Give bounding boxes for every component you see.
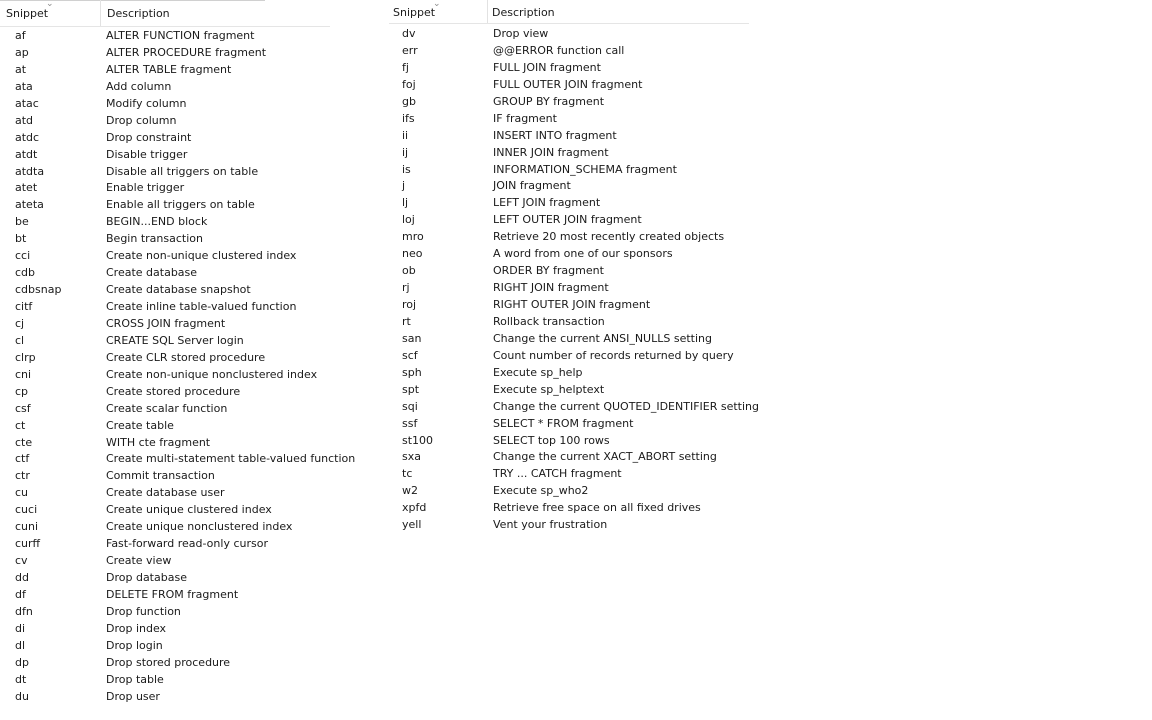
column-header-description[interactable]: Description bbox=[100, 0, 330, 26]
snippet-description: Create unique nonclustered index bbox=[106, 520, 293, 534]
snippet-description: Retrieve free space on all fixed drives bbox=[493, 501, 701, 515]
snippet-description: Execute sp_help bbox=[493, 365, 583, 379]
snippet-description: Create stored procedure bbox=[106, 384, 241, 398]
list-item[interactable] bbox=[0, 434, 330, 451]
snippet-shortcut: af bbox=[15, 29, 26, 42]
snippet-shortcut: citf bbox=[15, 300, 33, 313]
snippet-shortcut: clrp bbox=[15, 350, 36, 364]
list-body bbox=[0, 27, 356, 705]
list-item[interactable] bbox=[0, 688, 330, 705]
snippet-description: RIGHT JOIN fragment bbox=[493, 281, 609, 295]
list-item[interactable] bbox=[0, 332, 330, 349]
list-body bbox=[389, 25, 759, 533]
snippet-description: CROSS JOIN fragment bbox=[106, 316, 226, 330]
list-item[interactable] bbox=[389, 499, 749, 516]
list-item[interactable] bbox=[389, 144, 749, 161]
list-item[interactable] bbox=[0, 264, 330, 281]
snippet-description: ORDER BY fragment bbox=[493, 264, 604, 278]
list-item[interactable] bbox=[389, 313, 749, 330]
snippet-shortcut: cuni bbox=[15, 520, 39, 534]
snippet-description: Drop function bbox=[106, 604, 181, 618]
list-item[interactable] bbox=[0, 95, 330, 112]
list-item[interactable] bbox=[389, 211, 749, 228]
snippet-shortcut: dfn bbox=[15, 604, 33, 618]
snippet-description: Drop stored procedure bbox=[106, 655, 231, 669]
list-item[interactable] bbox=[0, 146, 330, 163]
snippet-shortcut: ctf bbox=[15, 452, 30, 466]
snippet-description: Count number of records returned by query bbox=[493, 348, 734, 362]
list-item[interactable] bbox=[0, 552, 330, 569]
snippet-description: Drop login bbox=[106, 638, 163, 652]
snippet-description: RIGHT OUTER JOIN fragment bbox=[493, 298, 651, 311]
sort-descending-icon[interactable]: ⌄ bbox=[433, 0, 441, 9]
snippet-shortcut: san bbox=[402, 331, 422, 345]
list-item[interactable] bbox=[0, 78, 330, 95]
snippet-list-right bbox=[389, 0, 759, 532]
snippet-description: Create database user bbox=[106, 486, 225, 500]
list-item[interactable] bbox=[0, 603, 330, 620]
snippet-description: Create table bbox=[106, 418, 174, 432]
snippet-shortcut: gb bbox=[402, 94, 416, 108]
sort-descending-icon[interactable]: ⌄ bbox=[46, 0, 54, 9]
list-item[interactable] bbox=[0, 44, 330, 61]
snippet-description: Execute sp_helptext bbox=[493, 382, 605, 396]
snippet-description: INFORMATION_SCHEMA fragment bbox=[493, 162, 677, 176]
list-item[interactable] bbox=[0, 281, 330, 298]
snippet-description: Add column bbox=[106, 79, 172, 93]
snippet-shortcut: dv bbox=[402, 27, 416, 40]
snippet-description: GROUP BY fragment bbox=[493, 94, 605, 108]
list-item[interactable] bbox=[389, 330, 749, 347]
list-item[interactable] bbox=[389, 245, 749, 262]
snippet-description: Execute sp_who2 bbox=[493, 484, 589, 498]
snippet-description: Disable all triggers on table bbox=[106, 164, 259, 178]
snippet-shortcut: csf bbox=[15, 401, 31, 415]
list-item[interactable] bbox=[0, 27, 330, 44]
list-item[interactable] bbox=[389, 127, 749, 144]
list-item[interactable] bbox=[389, 516, 749, 533]
snippet-shortcut: cdb bbox=[15, 266, 36, 280]
snippet-description: DELETE FROM fragment bbox=[106, 587, 239, 601]
snippet-shortcut: cv bbox=[15, 554, 28, 568]
list-item[interactable] bbox=[389, 25, 749, 42]
snippet-shortcut: ifs bbox=[402, 111, 415, 125]
snippet-shortcut: atd bbox=[15, 113, 34, 127]
list-item[interactable] bbox=[0, 383, 330, 400]
list-item[interactable] bbox=[0, 196, 330, 213]
snippet-description: ALTER PROCEDURE fragment bbox=[106, 45, 267, 59]
snippet-description: TRY ... CATCH fragment bbox=[493, 467, 622, 481]
snippet-shortcut: ii bbox=[402, 128, 409, 142]
snippet-description: Drop index bbox=[106, 621, 167, 635]
list-item[interactable] bbox=[0, 620, 330, 637]
list-item[interactable] bbox=[0, 230, 330, 247]
snippet-shortcut: curff bbox=[15, 537, 41, 551]
snippet-description: Change the current ANSI_NULLS setting bbox=[493, 331, 712, 345]
list-item[interactable] bbox=[0, 450, 356, 467]
snippet-shortcut: atdt bbox=[15, 147, 38, 161]
list-item[interactable] bbox=[0, 349, 330, 366]
snippet-shortcut: xpfd bbox=[402, 501, 427, 515]
list-item[interactable] bbox=[0, 298, 330, 315]
list-item[interactable] bbox=[389, 381, 749, 398]
snippet-shortcut: rt bbox=[402, 314, 411, 328]
list-item[interactable] bbox=[0, 569, 330, 586]
snippet-shortcut: spt bbox=[402, 382, 420, 396]
list-item[interactable] bbox=[0, 671, 330, 688]
snippet-description: Drop table bbox=[106, 672, 164, 686]
list-item[interactable] bbox=[0, 535, 330, 552]
snippet-shortcut: atdta bbox=[15, 164, 45, 178]
list-item[interactable] bbox=[0, 637, 330, 654]
list-item[interactable] bbox=[389, 465, 749, 482]
snippet-shortcut: ata bbox=[15, 79, 33, 93]
snippet-description: BEGIN...END block bbox=[106, 215, 208, 229]
snippet-shortcut: neo bbox=[402, 247, 423, 261]
snippet-shortcut: w2 bbox=[402, 484, 418, 498]
list-item[interactable] bbox=[0, 61, 330, 78]
list-item[interactable] bbox=[0, 400, 330, 417]
snippet-shortcut: lj bbox=[402, 196, 409, 210]
snippet-description: FULL OUTER JOIN fragment bbox=[493, 77, 643, 91]
snippet-shortcut: j bbox=[402, 179, 406, 193]
list-item[interactable] bbox=[389, 279, 749, 296]
list-item[interactable] bbox=[389, 76, 749, 93]
snippet-shortcut: be bbox=[15, 215, 29, 229]
snippet-description: INSERT INTO fragment bbox=[493, 128, 617, 142]
snippet-description: Create inline table-valued function bbox=[106, 300, 297, 313]
list-item[interactable] bbox=[0, 163, 330, 180]
snippet-description: SELECT top 100 rows bbox=[493, 433, 610, 447]
snippet-description: Create non-unique clustered index bbox=[106, 249, 297, 263]
list-item[interactable] bbox=[389, 347, 749, 364]
list-item[interactable] bbox=[389, 110, 749, 127]
snippet-shortcut: scf bbox=[402, 348, 418, 362]
list-item[interactable] bbox=[0, 179, 330, 196]
snippet-shortcut: di bbox=[15, 621, 26, 635]
snippet-shortcut: cu bbox=[15, 486, 29, 500]
snippet-description: Enable trigger bbox=[106, 181, 185, 195]
list-item[interactable] bbox=[389, 262, 749, 279]
list-item[interactable] bbox=[0, 484, 330, 501]
snippet-shortcut: ssf bbox=[402, 416, 418, 430]
list-item[interactable] bbox=[0, 501, 330, 518]
snippet-shortcut: mro bbox=[402, 230, 424, 244]
snippet-description: INNER JOIN fragment bbox=[493, 145, 609, 159]
snippet-shortcut: ateta bbox=[15, 198, 44, 212]
list-item[interactable] bbox=[389, 93, 749, 110]
list-item[interactable] bbox=[389, 42, 749, 59]
snippet-description: Change the current QUOTED_IDENTIFIER setting bbox=[493, 399, 759, 413]
column-header-snippet[interactable]: Snippet bbox=[393, 6, 436, 19]
list-item[interactable] bbox=[389, 177, 749, 194]
list-item[interactable] bbox=[0, 586, 330, 603]
snippet-description: Enable all triggers on table bbox=[106, 198, 255, 212]
snippet-shortcut: dt bbox=[15, 672, 27, 686]
list-item[interactable] bbox=[389, 228, 749, 245]
snippet-shortcut: err bbox=[402, 43, 418, 57]
list-item[interactable] bbox=[0, 654, 330, 671]
list-item[interactable] bbox=[389, 364, 749, 381]
snippet-description: Create database bbox=[106, 266, 198, 280]
snippet-shortcut: ctr bbox=[15, 469, 30, 483]
snippet-description: Commit transaction bbox=[106, 469, 215, 483]
snippet-shortcut: ob bbox=[402, 264, 416, 278]
snippet-description: Fast-forward read-only cursor bbox=[106, 537, 268, 551]
snippet-shortcut: atdc bbox=[15, 130, 40, 144]
snippet-shortcut: cdbsnap bbox=[15, 283, 62, 297]
snippet-description: Create scalar function bbox=[106, 401, 228, 415]
snippet-shortcut: ap bbox=[15, 45, 29, 59]
snippet-shortcut: loj bbox=[402, 213, 415, 227]
snippet-shortcut: cci bbox=[15, 249, 31, 263]
snippet-description: Create CLR stored procedure bbox=[106, 350, 266, 364]
list-item[interactable] bbox=[389, 398, 759, 415]
list-item[interactable] bbox=[0, 366, 330, 383]
list-item[interactable] bbox=[389, 448, 749, 465]
snippet-shortcut: dp bbox=[15, 655, 29, 669]
snippet-shortcut: cte bbox=[15, 435, 33, 449]
snippet-shortcut: cni bbox=[15, 367, 32, 381]
snippet-shortcut: sxa bbox=[402, 450, 421, 464]
snippet-description: Modify column bbox=[106, 96, 187, 110]
list-item[interactable] bbox=[389, 415, 749, 432]
snippet-description: Vent your frustration bbox=[493, 518, 608, 532]
list-item[interactable] bbox=[0, 129, 330, 146]
snippet-shortcut: rj bbox=[402, 281, 410, 295]
list-item[interactable] bbox=[389, 482, 749, 499]
snippet-shortcut: cj bbox=[15, 316, 25, 330]
list-item[interactable] bbox=[389, 59, 749, 76]
list-header bbox=[389, 0, 749, 24]
snippet-shortcut: cp bbox=[15, 384, 29, 398]
snippet-description: Create multi-statement table-valued function bbox=[106, 452, 356, 466]
snippet-shortcut: tc bbox=[402, 467, 413, 481]
list-item[interactable] bbox=[0, 467, 330, 484]
list-item[interactable] bbox=[0, 417, 330, 434]
snippet-description: FULL JOIN fragment bbox=[493, 60, 601, 74]
list-item[interactable] bbox=[0, 213, 330, 230]
snippet-shortcut: du bbox=[15, 689, 29, 703]
snippet-shortcut: df bbox=[15, 587, 26, 601]
list-item[interactable] bbox=[389, 161, 749, 178]
snippet-description: @@ERROR function call bbox=[493, 43, 625, 57]
column-header-description[interactable]: Description bbox=[487, 0, 749, 23]
snippet-description: SELECT * FROM fragment bbox=[493, 416, 634, 430]
snippet-shortcut: bt bbox=[15, 232, 27, 246]
snippet-shortcut: st100 bbox=[402, 433, 434, 447]
snippet-description: Disable trigger bbox=[106, 147, 188, 161]
snippet-shortcut: ct bbox=[15, 418, 26, 432]
snippet-shortcut: sph bbox=[402, 365, 422, 379]
list-item[interactable] bbox=[389, 194, 749, 211]
snippet-shortcut: sqi bbox=[402, 399, 418, 413]
list-item[interactable] bbox=[389, 296, 749, 313]
snippet-description: Drop user bbox=[106, 689, 160, 703]
snippet-description: LEFT OUTER JOIN fragment bbox=[493, 213, 642, 227]
snippet-shortcut: yell bbox=[402, 518, 422, 532]
list-header bbox=[0, 0, 330, 27]
snippet-description: Create database snapshot bbox=[106, 283, 251, 297]
column-header-snippet[interactable]: Snippet bbox=[6, 7, 49, 20]
snippet-description: Drop database bbox=[106, 571, 187, 584]
list-item[interactable] bbox=[0, 112, 330, 129]
snippet-description: Create view bbox=[106, 554, 172, 568]
snippet-description: Change the current XACT_ABORT setting bbox=[493, 450, 717, 464]
list-item[interactable] bbox=[389, 432, 749, 449]
snippet-shortcut: cl bbox=[15, 333, 25, 347]
snippet-shortcut: ij bbox=[402, 145, 409, 159]
snippet-shortcut: at bbox=[15, 62, 27, 76]
snippet-description: Drop view bbox=[493, 27, 549, 40]
list-item[interactable] bbox=[0, 518, 330, 535]
snippet-description: LEFT JOIN fragment bbox=[493, 196, 601, 210]
snippet-shortcut: dd bbox=[15, 571, 29, 584]
snippet-shortcut: atac bbox=[15, 96, 39, 110]
snippet-description: ALTER FUNCTION fragment bbox=[106, 29, 255, 42]
snippet-description: Retrieve 20 most recently created objects bbox=[493, 230, 725, 244]
snippet-description: CREATE SQL Server login bbox=[106, 333, 244, 347]
snippet-description: JOIN fragment bbox=[493, 179, 571, 193]
snippet-shortcut: fj bbox=[402, 60, 409, 74]
snippet-list-left bbox=[0, 0, 356, 705]
snippet-description: IF fragment bbox=[493, 111, 557, 125]
snippet-description: Create unique clustered index bbox=[106, 503, 272, 517]
snippet-description: Create non-unique nonclustered index bbox=[106, 367, 318, 381]
snippet-description: Begin transaction bbox=[106, 232, 203, 246]
snippet-description: A word from one of our sponsors bbox=[493, 247, 673, 261]
snippet-description: Rollback transaction bbox=[493, 314, 605, 328]
snippet-shortcut: foj bbox=[402, 77, 416, 91]
snippet-description: Drop column bbox=[106, 113, 177, 127]
list-item[interactable] bbox=[0, 247, 330, 264]
snippet-shortcut: dl bbox=[15, 638, 26, 652]
snippet-shortcut: roj bbox=[402, 298, 417, 311]
snippet-description: ALTER TABLE fragment bbox=[106, 62, 232, 76]
snippet-shortcut: is bbox=[402, 162, 411, 176]
snippet-shortcut: atet bbox=[15, 181, 38, 195]
snippet-description: Drop constraint bbox=[106, 130, 192, 144]
list-item[interactable] bbox=[0, 315, 330, 332]
snippet-shortcut: cuci bbox=[15, 503, 38, 517]
snippet-description: WITH cte fragment bbox=[106, 435, 211, 449]
